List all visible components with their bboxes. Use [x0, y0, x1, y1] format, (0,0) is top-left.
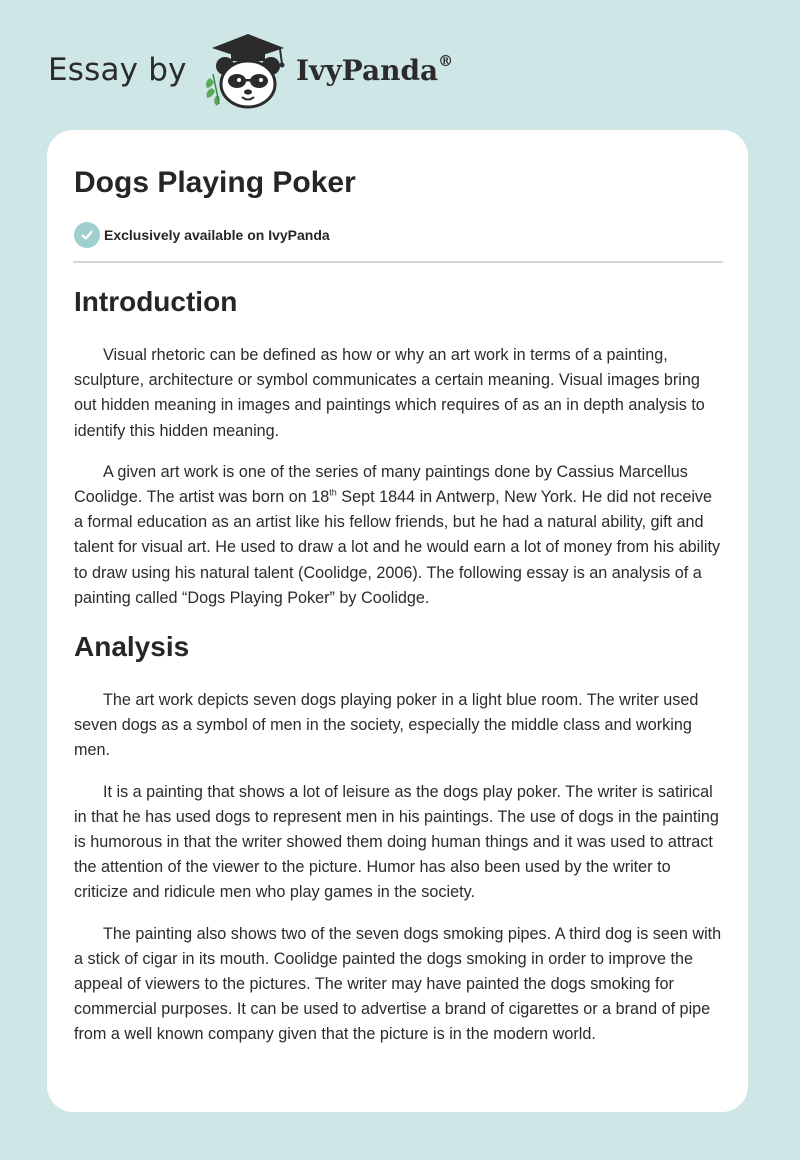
check-circle-icon — [74, 222, 100, 248]
section-heading-analysis: Analysis — [74, 631, 190, 663]
essay-body — [74, 280, 724, 1064]
essay-by-label: Essay by — [48, 52, 187, 88]
badge-label: Exclusively available on IvyPanda — [104, 227, 330, 243]
paragraph: The painting also shows two of the seven dogs smoking pipes. A third dog is seen with a stick of cigar in its mouth. Coolidge painted the dogs smoking in order to improve the appeal of viewers to the pictures. The writer may have painted the dogs smoking for commercial purposes. It can be used to advertise a brand of cigarettes or a brand of pipe from a well known company given that the picture is in the modern world. — [74, 924, 722, 1044]
brand-name[interactable]: IvyPanda® — [296, 51, 454, 87]
paragraph: A given art work is one of the series of many paintings done by Cassius Marcellus Coolidge. The artist was born on 18th Sept 1844 in Antwerp, New York. He did not receive a formal education as an artist like his fellow friends, but he had a natural ability, gift and talent for visual art. He used to draw a lot and he would earn a lot of money from his ability to draw using his natural talent (Coolidge, 2006). The following essay is an analysis of a painting called “Dogs Playing Poker” by Coolidge. — [74, 462, 721, 607]
section-heading-introduction: Introduction — [74, 286, 238, 317]
page-title: Dogs Playing Poker — [74, 166, 356, 199]
essay-card — [47, 130, 748, 1112]
paragraph: Visual rhetoric can be defined as how or why an art work in terms of a painting, sculpture, architecture or symbol communicates a certain meaning. Visual images bring out hidden meaning in images and paintings which requires of as an in depth analysis to identify this hidden meaning. — [74, 346, 705, 440]
site-header — [0, 0, 800, 125]
panda-logo-icon[interactable] — [198, 30, 298, 112]
paragraph: The art work depicts seven dogs playing poker in a light blue room. The writer used seven dogs as a symbol of men in the society, especially the middle class and working men. — [74, 691, 699, 760]
paragraph: It is a painting that shows a lot of leisure as the dogs play poker. The writer is satirical in that he has used dogs to represent men in his paintings. The use of dogs in the painting is humorous in that the writer showed them doing human things and it was used to attract the attention of the viewer to the picture. Humor has also been used by the writer to criticize and ridicule men who play games in the society. — [74, 782, 719, 902]
exclusive-badge — [74, 222, 330, 248]
divider — [73, 261, 723, 263]
